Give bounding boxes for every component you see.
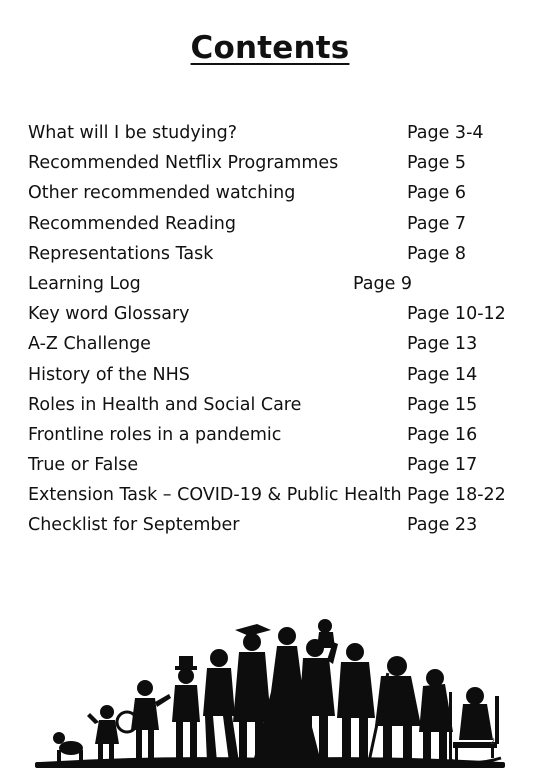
ages-of-life-silhouette [35,612,505,772]
page-number: 2 [490,737,496,746]
toc-entry-label: Recommended Reading [28,213,237,234]
toc-entry-page: Page 15 [407,394,478,415]
toc-entry-label: Checklist for September [28,515,240,536]
father-figure [299,619,338,762]
toc-entry [28,148,518,178]
page-title: Contents [190,30,350,66]
toc-entry-page: Page 3-4 [407,123,484,143]
toc-entry-label: History of the NHS [28,364,190,385]
toc-entry-label: Frontline roles in a pandemic [28,424,282,445]
toc-entry-label: Learning Log [28,273,141,294]
youth-figure [203,649,239,762]
toc-entry [28,269,518,299]
toc-entry-label: What will I be studying? [28,123,238,143]
toc-entry-label: Roles in Health and Social Care [28,394,302,415]
ground-strip [35,762,505,768]
toc-entry-page: Page 5 [407,153,467,174]
rocking-chair-figure [449,687,501,763]
toc-entry [28,118,518,148]
toc-entry [28,329,518,359]
toc-entry-label: Other recommended watching [28,183,296,204]
boy-figure [172,656,200,762]
baby-figure [53,732,83,762]
table-of-contents [28,118,518,541]
toc-entry-page: Page 16 [407,424,478,445]
toc-entry-label: Representations Task [28,243,214,264]
toc-entry [28,209,518,239]
toc-entry [28,178,518,208]
child-figure [117,680,171,762]
toc-entry-page: Page 17 [407,455,478,476]
toc-entry-page: Page 8 [407,243,467,264]
toc-entry-page: Page 18-22 [407,485,506,506]
toc-entry [28,239,518,269]
toc-entry-label: Recommended Netflix Programmes [28,153,339,174]
toc-entry-label: True or False [28,455,139,476]
toc-entry [28,390,518,420]
toc-entry-page: Page 13 [407,334,478,355]
toc-entry [28,420,518,450]
toc-entry [28,510,518,540]
older-man-figure [375,656,421,762]
toc-entry-page: Page 6 [407,183,467,204]
toc-entry [28,360,518,390]
toc-entry [28,450,518,480]
toc-entry-label: A-Z Challenge [28,334,151,355]
toc-entry-page: Page 14 [407,364,478,385]
toc-entry-label: Key word Glossary [28,304,190,325]
toc-entry-page: Page 10-12 [407,304,506,325]
toc-entry [28,299,518,329]
toc-entry-page: Page 7 [407,213,467,234]
toddler-figure [87,705,119,762]
toc-entry [28,480,518,510]
toc-entry-page: Page 23 [407,515,478,536]
elderly-figure [419,669,453,762]
toc-entry-page: Page 9 [353,273,413,294]
toc-entry-label: Extension Task – COVID-19 & Public Health [28,485,402,506]
